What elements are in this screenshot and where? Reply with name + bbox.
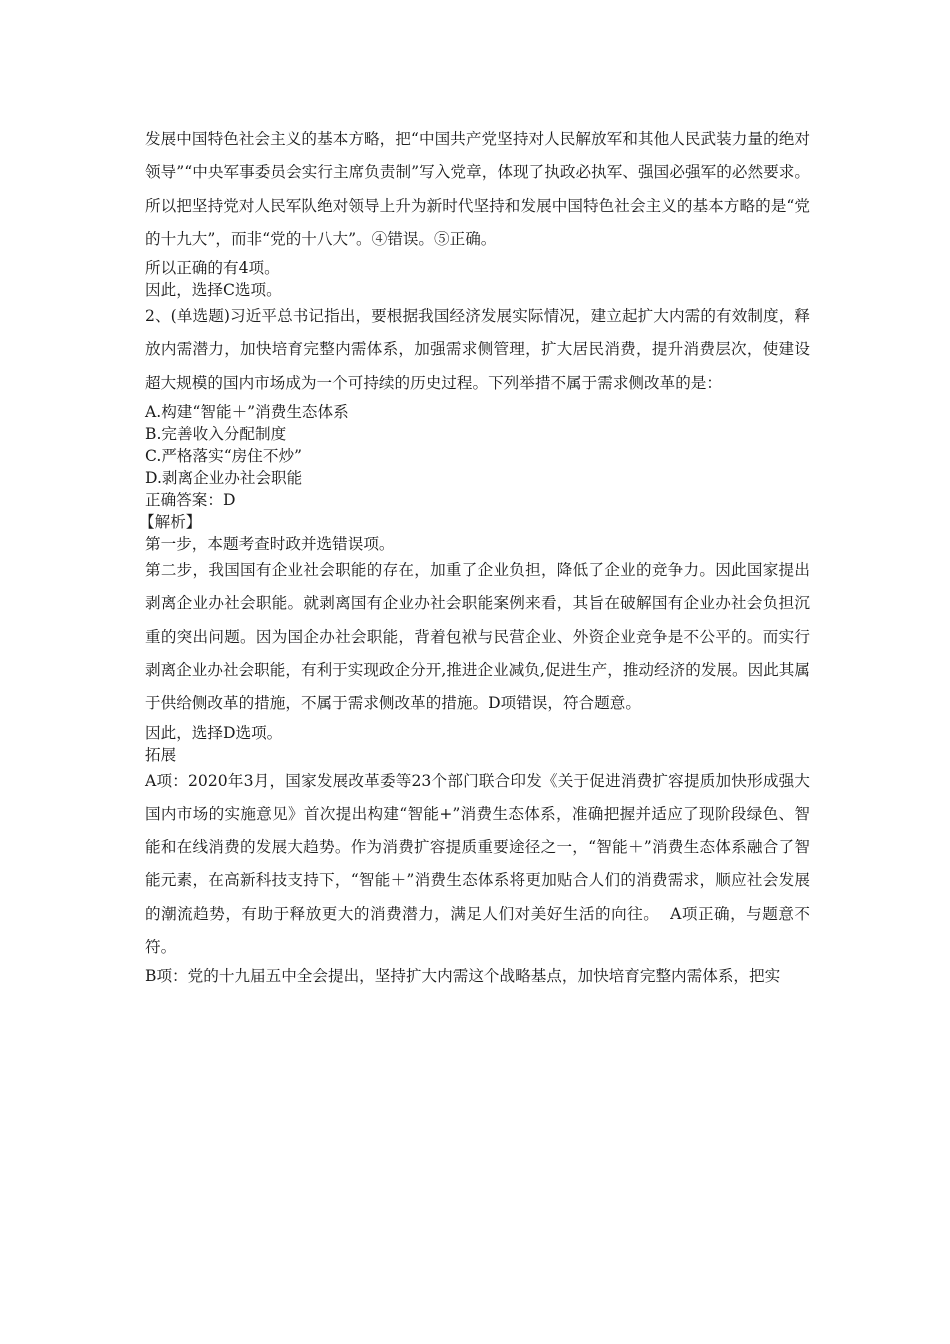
correct-answer: 正确答案：D bbox=[145, 491, 236, 510]
analysis-step-2: 第二步，我国国有企业社会职能的存在，加重了企业负担，降低了企业的竞争力。因此国家提出剥离企业办社会职能。就剥离国有企业办社会职能案例来看，其旨在破解国有企业办社会负担沉重的突出问题。因为国企办社会职能，背着包袱与民营企业、外资企业竞争是不公平的。而实行剥离企业办社会职能，有利于实现政企分开,推进企业减负,促进生产，推动经济的发展。因此其属于供给侧改革的措施，不属于需求侧改革的措施。D项错误，符合题意。 bbox=[145, 561, 810, 713]
paragraph-choose-c: 因此，选择C选项。 bbox=[145, 281, 282, 300]
extension-heading: 拓展 bbox=[145, 745, 177, 764]
option-c: C.严格落实“房住不炒” bbox=[145, 447, 303, 466]
analysis-heading: 【解析】 bbox=[139, 513, 202, 532]
option-b: B.完善收入分配制度 bbox=[145, 425, 287, 444]
question-2-stem: 2、(单选题)习近平总书记指出，要根据我国经济发展实际情况，建立起扩大内需的有效制度，释放内需潜力，加快培育完整内需体系，加强需求侧管理，扩大居民消费，提升消费层次，使建设超大规模的国内市场成为一个可持续的历史过程。下列举措不属于需求侧改革的是： bbox=[145, 307, 810, 392]
paragraph-military-strategy: 发展中国特色社会主义的基本方略，把“中国共产党坚持对人民解放军和其他人民武装力量的绝对领导”“中央军事委员会实行主席负责制”写入党章，体现了执政必执军、强国必强军的必然要求。所以把坚持党对人民军队绝对领导上升为新时代坚持和发展中国特色社会主义的基本方略的是“党的十九大”，而非“党的十八大”。④错误。⑤正确。 bbox=[145, 130, 810, 248]
analysis-step-1: 第一步，本题考查时政并选错误项。 bbox=[145, 535, 395, 554]
option-a: A.构建“智能＋”消费生态体系 bbox=[145, 403, 349, 422]
option-d: D.剥离企业办社会职能 bbox=[145, 469, 303, 488]
paragraph-correct-count: 所以正确的有4项。 bbox=[145, 259, 280, 278]
document-body bbox=[139, 123, 810, 986]
extension-option-a: A项：2020年3月，国家发展改革委等23个部门联合印发《关于促进消费扩容提质加快形成强大国内市场的实施意见》首次提出构建“智能+”消费生态体系，准确把握并适应了现阶段绿色、智能和在线消费的发展大趋势。作为消费扩容提质重要途径之一，“智能＋”消费生态体系融合了智能元素，在高新科技支持下，“智能＋”消费生态体系将更加贴合人们的消费需求，顺应社会发展的潮流趋势，有助于释放更大的消费潜力，满足人们对美好生活的向往。 A项正确，与题意不符。 bbox=[145, 771, 810, 957]
paragraph-choose-d: 因此，选择D选项。 bbox=[145, 723, 283, 742]
extension-option-b: B项：党的十九届五中全会提出，坚持扩大内需这个战略基点，加快培育完整内需体系，把实 bbox=[145, 967, 781, 986]
